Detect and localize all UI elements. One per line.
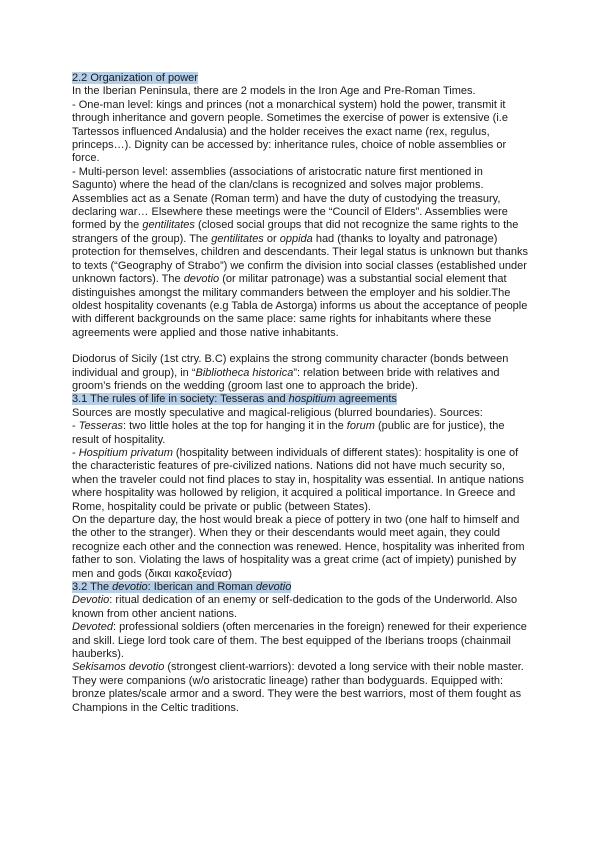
paragraph-gap	[72, 340, 528, 353]
multi-person-level-paragraph: - Multi-person level: assemblies (associations of aristocratic nature first mentioned in Sagunto) where the head of the clan/clans is recognized and solves major problems. Assemblies act as a Senate (Roman term) and have the duty of custodying the treasury, declaring war… Elsewhere these meetings were the “Council of Elders”. Assemblies were formed by the gentilitates (closed social groups that did not recognize the same rights to the strangers of the group). The gentilitates or oppida had (thanks to loyalty and patronage) protection for themselves, children and descendants. Their legal status is unknown but thanks to texts (“Geography of Strabo”) we confirm the division into social classes (established under unknown factors). The devotio (or militar patronage) was a substantial social element that distinguishes amongst the military commanders between the employer and his soldier.The oldest hospitality covenants (e.g Tabla de Astorga) informs us about the acceptance of people with different backgrounds on the same place: same rights for inhabitants where these agreements were applied and those native inhabitants.	[72, 165, 528, 339]
italic-term: Tesseras	[78, 420, 123, 433]
sources-paragraph: Sources are mostly speculative and magical-religious (blurred boundaries). Sources:	[72, 406, 483, 419]
italic-term: Devoted	[72, 621, 113, 634]
devoted-paragraph: Devoted: professional soldiers (often mercenaries in the foreign) renewed for their experience and skill. Liege lord took care of them. The best equipped of the Iberians troops (chainmail hauberks).	[72, 621, 527, 661]
italic-term: gentilitates	[142, 219, 195, 232]
heading-highlight: 3.1 The rules of life in society: Tesseras and hospitium agreements	[72, 393, 397, 406]
italic-term: Bibliotheca historica	[195, 366, 294, 379]
devotio-paragraph: Devotio: ritual dedication of an enemy or self-dedication to the gods of the Underworld. Also known from other ancient nations.	[72, 594, 518, 620]
section-heading-3-1	[72, 393, 528, 406]
diodorus-paragraph: Diodorus of Sicily (1st ctry. B.C) explains the strong community character (bonds between individual and group), in “Bibliotheca historica”: relation between bride with relatives and groom’s friends on the wedding (groom last one to approach the bride).	[72, 353, 509, 392]
one-man-level-paragraph: - One-man level: kings and princes (not a monarchical system) hold the power, transmit it through inheritance and govern people. Sometimes the exercise of power is extensive (i.e Tartessos influenced Andalusia) and the holder receives the exact name (rex, regulus, princeps…). Dignity can be accessed by: inheritance rules, choice of noble assemblies or force.	[72, 98, 508, 165]
italic-term: Hospitium privatum	[78, 446, 173, 459]
hospitium-paragraph: - Hospitium privatum (hospitality between individuals of different states): hospitality is one of the characteristic features of pre-civilized nations. Nations did not have much security so, when the traveler could not find places to stay in, hospitality was essential. In antique nations where hospitality was hollowed by religion, it acquired a political importance. In Greece and Rome, hospitality could be private or public (between States).	[72, 446, 524, 513]
italic-term: oppida	[279, 232, 313, 245]
italic-term: gentilitates	[211, 232, 264, 245]
intro-paragraph: In the Iberian Peninsula, there are 2 models in the Iron Age and Pre-Roman Times.	[72, 85, 476, 98]
section-heading-3-2	[72, 581, 528, 594]
heading-highlight: 3.2 The devotio: Iberican and Roman devotio	[72, 581, 292, 594]
heading-highlight: 2.2 Organization of power	[72, 72, 198, 84]
section-heading-2-2	[72, 72, 528, 85]
departure-paragraph: On the departure day, the host would break a piece of pottery in two (one half to himself and the other to the stranger). When they or their descendants would meet again, they could recognize each other and the connection was renewed. Hence, hospitality was inherited from father to son. Violating the laws of hospitality was a great crime (act of impiety) punished by men and gods (δικαι κακοξενίασ)	[72, 514, 525, 580]
italic-term: Devotio	[72, 594, 110, 607]
italic-term: devotio	[183, 273, 220, 286]
sekisamos-paragraph: Sekisamos devotio (strongest client-warriors): devoted a long service with their noble master. They were companions (w/o aristocratic lineage) rather than bodyguards. Equipped with: bronze plates/scale armor and a sword. They were the best warriors, most of them fought as Champions in the Celtic traditions.	[72, 661, 524, 714]
italic-term: forum	[346, 420, 375, 433]
tesseras-paragraph: - Tesseras: two little holes at the top for hanging it in the forum (public are for justice), the result of hospitality.	[72, 420, 505, 446]
italic-term: Sekisamos devotio	[72, 661, 165, 674]
document-page	[72, 72, 528, 715]
